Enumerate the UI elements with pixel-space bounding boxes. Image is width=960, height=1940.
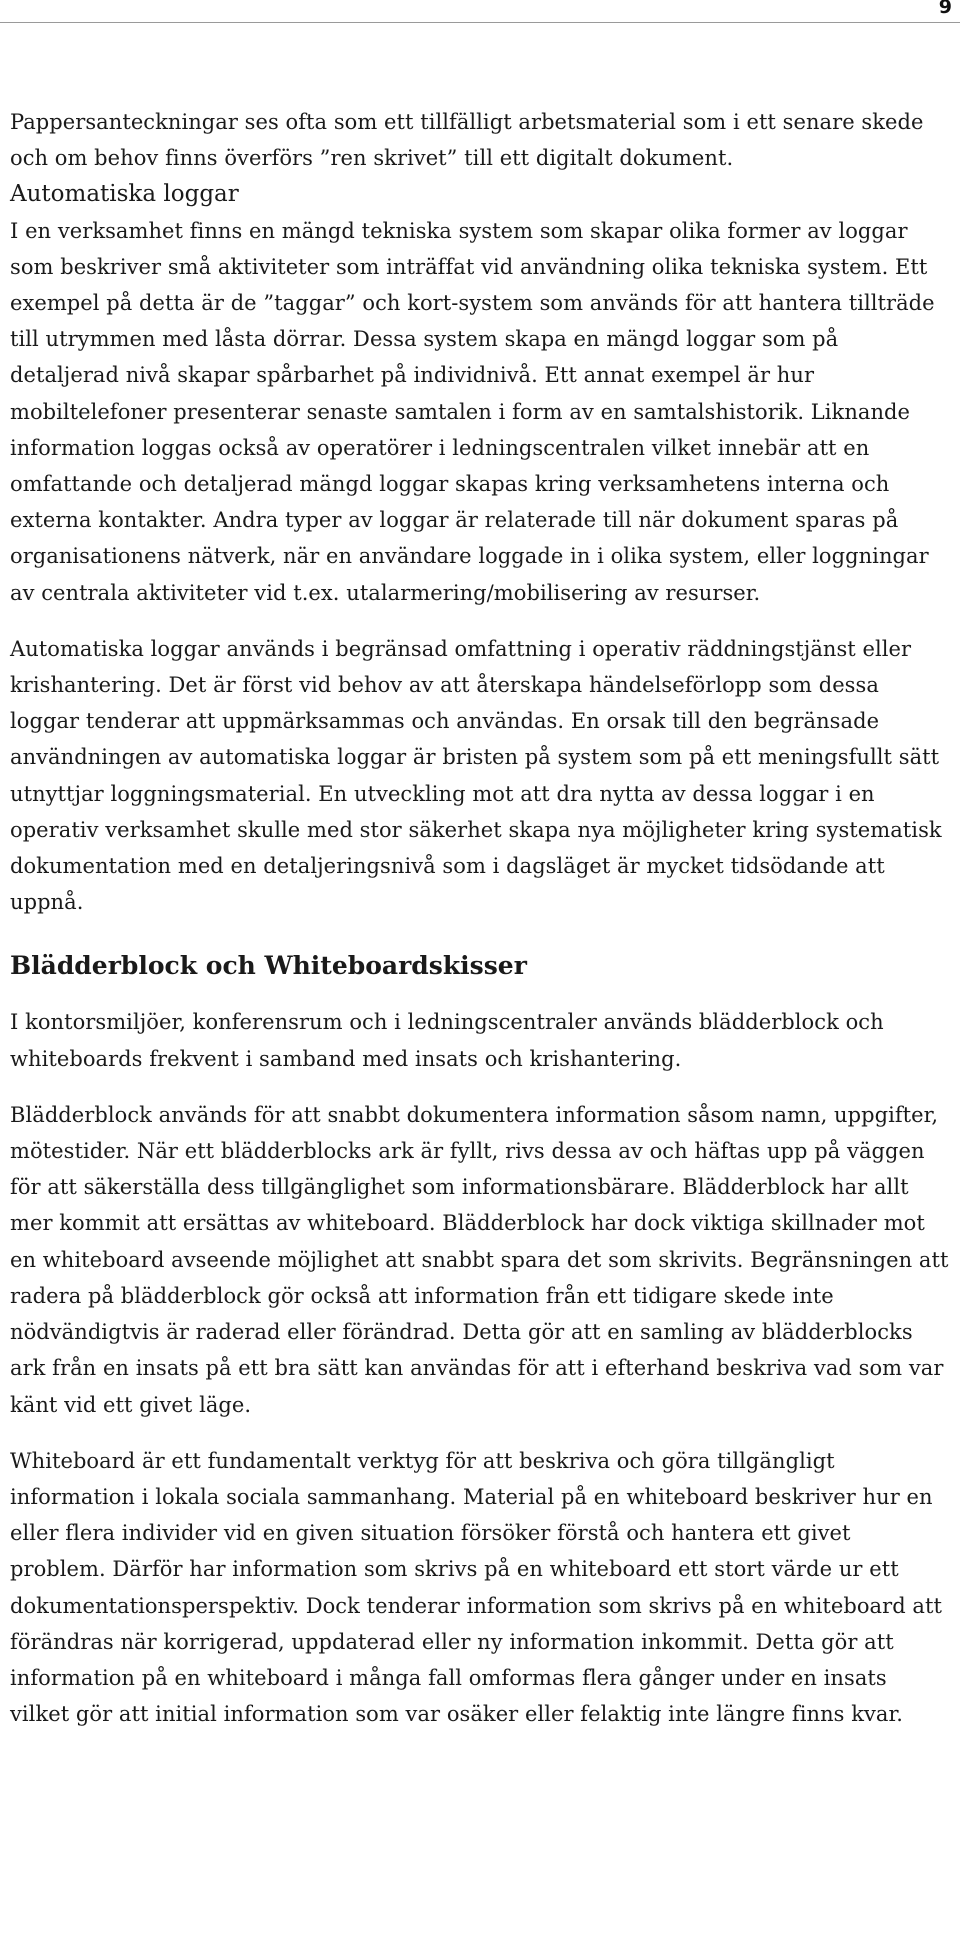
page-number: 9 [938, 0, 952, 18]
heading-flipchart-whiteboard: Blädderblock och Whiteboardskisser [10, 951, 527, 981]
paragraph-log-usage: Automatiska loggar används i begränsad omfattning i operativ räddningstjänst eller krishantering. Det är först vid behov av att återskapa händelseförlopp som dessa loggar tenderar att uppmärksammas och användas. En orsak till den begränsade användningen av automatiska loggar är bristen på system som på ett meningsfullt sätt utnyttjar loggningsmaterial. En utveckling mot att dra nytta av dessa loggar i en operativ verksamhet skulle med stor säkerhet skapa nya möjligheter kring systematisk dokumentation med en detaljeringsnivå som i dagsläget är mycket tidsödande att uppnå. [10, 636, 942, 915]
paragraph-paper-notes: Pappersanteckningar ses ofta som ett tillfälligt arbetsmaterial som i ett senare skede och om behov finns överförs ”ren skrivet” till ett digitalt dokument. [10, 110, 924, 171]
paragraph-flipchart: Blädderblock används för att snabbt dokumentera information såsom namn, uppgifter, mötestider. När ett blädderblocks ark är fyllt, rivs dessa av och häftas upp på väggen för att säkerställa dess tillgänglighet som informationsbärare. Blädderblock har allt mer kommit att ersättas av whiteboard. Blädderblock har dock viktiga skillnader mot en whiteboard avseende möjlighet att snabbt spara det som skrivits. Begränsningen att radera på blädderblock gör också att information från ett tidigare skede inte nödvändigtvis är raderad eller förändrad. Detta gör att en samling av blädderblocks ark från en insats på ett bra sätt kan användas för att i efterhand beskriva vad som var känt vid ett givet läge. [10, 1102, 949, 1417]
paragraph-whiteboard: Whiteboard är ett fundamentalt verktyg för att beskriva och göra tillgängligt information i lokala sociala sammanhang. Material på en whiteboard beskriver hur en eller flera individer vid en given situation försöker förstå och hantera ett givet problem. Därför har information som skrivs på en whiteboard ett stort värde ur ett dokumentationsperspektiv. Dock tenderar information som skrivs på en whiteboard att förändras när korrigerad, uppdaterad eller ny information inkommit. Detta gör att information på en whiteboard i många fall omformas flera gånger under en insats vilket gör att initial information som var osäker eller felaktig inte längre finns kvar. [10, 1448, 942, 1727]
heading-automatic-logs: Automatiska loggar [10, 181, 239, 208]
paragraph-technical-logs: I en verksamhet finns en mängd tekniska system som skapar olika former av loggar som beskriver små aktiviteter som inträffat vid användning olika tekniska system. Ett exempel på detta är de ”taggar” och kort-system som används för att hantera tillträde till utrymmen med låsta dörrar. Dessa system skapa en mängd loggar som på detaljerad nivå skapar spårbarhet på individnivå. Ett annat exempel är hur mobiltelefoner presenterar senaste samtalen i form av en samtalshistorik. Liknande information loggas också av operatörer i ledningscentralen vilket innebär att en omfattande och detaljerad mängd loggar skapas kring verksamhetens interna och externa kontakter. Andra typer av loggar är relaterade till när dokument sparas på organisationens nätverk, när en användare loggade in i olika system, eller loggningar av centrala aktiviteter vid t.ex. utalarmering/mobilisering av resurser. [10, 218, 935, 605]
page-content [10, 104, 950, 1732]
paragraph-office-environments: I kontorsmiljöer, konferensrum och i ledningscentraler används blädderblock och whiteboards frekvent i samband med insats och krishantering. [10, 1010, 884, 1071]
header-rule [0, 22, 960, 23]
